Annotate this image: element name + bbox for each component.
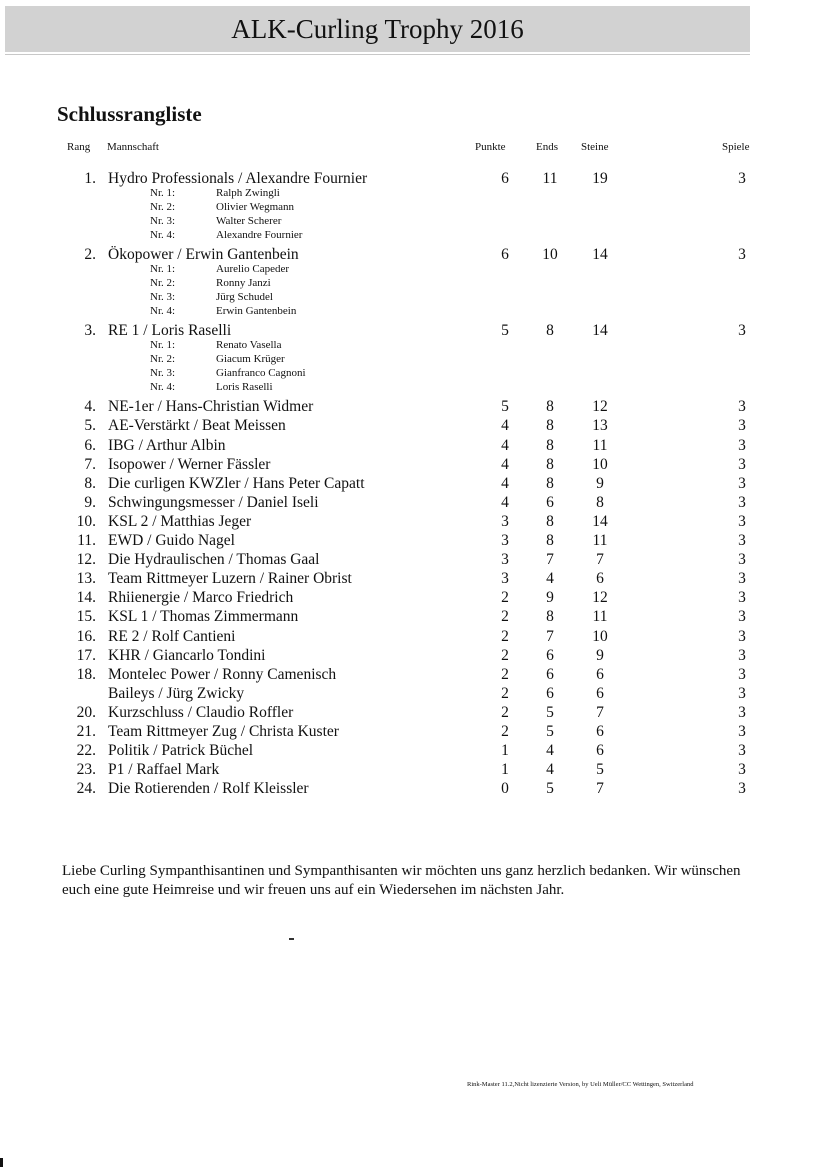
- rank-cell: 7.: [84, 455, 96, 473]
- column-header-punkte: Punkte: [475, 141, 506, 153]
- punkte-cell: 4: [501, 436, 509, 454]
- team-cell: Team Rittmeyer Zug / Christa Kuster: [108, 723, 339, 740]
- spiele-cell: 3: [738, 170, 746, 187]
- spiele-cell: 3: [738, 723, 746, 740]
- player-row: [0, 367, 827, 381]
- rank-cell: 5.: [84, 417, 96, 435]
- ends-cell: 11: [542, 170, 558, 187]
- spiele-cell: 3: [738, 608, 746, 626]
- ends-cell: 8: [546, 417, 554, 435]
- player-row: [0, 291, 827, 305]
- spiele-cell: 3: [738, 589, 746, 607]
- ends-cell: 8: [546, 608, 554, 626]
- team-cell: Die Rotierenden / Rolf Kleissler: [108, 780, 309, 798]
- player-row: [0, 305, 827, 319]
- rank-cell: 17.: [76, 646, 96, 664]
- spiele-cell: 3: [738, 417, 746, 435]
- spiele-cell: 3: [738, 761, 746, 779]
- spiele-cell: 3: [738, 780, 746, 798]
- punkte-cell: 2: [501, 665, 509, 683]
- team-cell: Montelec Power / Ronny Camenisch: [108, 665, 337, 683]
- rank-cell: 22.: [76, 742, 96, 760]
- rank-cell: 18.: [76, 665, 96, 683]
- rank-cell: 10.: [76, 512, 96, 530]
- stray-mark: [289, 938, 294, 940]
- team-cell: Ökopower / Erwin Gantenbein: [108, 246, 299, 264]
- punkte-cell: 2: [501, 703, 509, 721]
- rank-cell: 6.: [84, 436, 96, 454]
- steine-cell: 19: [592, 170, 608, 187]
- player-number: Nr. 3:: [150, 215, 176, 228]
- ends-cell: 8: [546, 322, 554, 340]
- punkte-cell: 2: [501, 646, 509, 664]
- steine-cell: 11: [592, 532, 608, 549]
- column-header-ends: Ends: [536, 141, 558, 153]
- player-name: Erwin Gantenbein: [216, 305, 297, 318]
- banner-divider: [5, 54, 750, 55]
- player-number: Nr. 1:: [150, 187, 176, 200]
- player-number: Nr. 2:: [150, 353, 176, 366]
- punkte-cell: 3: [501, 551, 509, 569]
- spiele-cell: 3: [738, 322, 746, 340]
- punkte-cell: 4: [501, 455, 509, 473]
- ranking-row: [0, 666, 827, 685]
- player-row: [0, 201, 827, 215]
- steine-cell: 7: [596, 780, 604, 798]
- team-cell: Politik / Patrick Büchel: [108, 742, 254, 760]
- steine-cell: 6: [596, 665, 604, 683]
- ends-cell: 4: [546, 570, 554, 588]
- spiele-cell: 3: [738, 703, 746, 721]
- team-cell: Die curligen KWZler / Hans Peter Capatt: [108, 474, 365, 492]
- team-cell: IBG / Arthur Albin: [108, 436, 226, 454]
- punkte-cell: 4: [501, 417, 509, 435]
- punkte-cell: 2: [501, 627, 509, 645]
- player-number: Nr. 4:: [150, 381, 176, 394]
- punkte-cell: 3: [501, 512, 509, 530]
- ranking-row: [0, 761, 827, 780]
- team-cell: EWD / Guido Nagel: [108, 532, 235, 549]
- player-row: [0, 215, 827, 229]
- ends-cell: 6: [546, 493, 554, 511]
- steine-cell: 6: [596, 742, 604, 760]
- ranking-row: [0, 608, 827, 627]
- ranking-row: [0, 398, 827, 417]
- steine-cell: 13: [592, 417, 608, 435]
- spiele-cell: 3: [738, 246, 746, 264]
- rank-cell: 20.: [76, 703, 96, 721]
- rank-cell: 2.: [84, 246, 96, 264]
- team-cell: P1 / Raffael Mark: [108, 761, 220, 779]
- ends-cell: 5: [546, 703, 554, 721]
- player-row: [0, 263, 827, 277]
- steine-cell: 7: [596, 551, 604, 569]
- ends-cell: 9: [546, 589, 554, 607]
- rank-cell: 14.: [76, 589, 96, 607]
- ranking-row: [0, 742, 827, 761]
- punkte-cell: 3: [501, 570, 509, 588]
- player-number: Nr. 2:: [150, 201, 176, 214]
- team-cell: Hydro Professionals / Alexandre Fournier: [108, 170, 368, 187]
- rank-cell: 21.: [76, 723, 96, 740]
- punkte-cell: 2: [501, 589, 509, 607]
- steine-cell: 9: [596, 474, 604, 492]
- punkte-cell: 5: [501, 322, 509, 340]
- team-cell: Kurzschluss / Claudio Roffler: [108, 703, 294, 721]
- ranking-row: [0, 494, 827, 513]
- punkte-cell: 3: [501, 532, 509, 549]
- team-cell: Baileys / Jürg Zwicky: [108, 684, 245, 702]
- ranking-row: [0, 437, 827, 456]
- thank-you-message: Liebe Curling Sympanthisantinen und Sympanthisanten wir möchten uns ganz herzlich bedanken. Wir wünschen euch eine gute Heimreise und wir freuen uns auf ein Wiedersehen im nächsten Jahr.: [62, 863, 741, 898]
- ranking-row: [0, 704, 827, 723]
- rank-cell: 12.: [76, 551, 96, 569]
- punkte-cell: 2: [501, 608, 509, 626]
- ends-cell: 4: [546, 761, 554, 779]
- ends-cell: 6: [546, 646, 554, 664]
- column-header-rang: Rang: [67, 141, 91, 153]
- ranking-row: [0, 685, 827, 704]
- steine-cell: 14: [592, 246, 608, 264]
- rank-cell: 23.: [76, 761, 96, 779]
- player-name: Aurelio Capeder: [216, 263, 289, 276]
- player-name: Renato Vasella: [216, 339, 282, 352]
- player-number: Nr. 2:: [150, 277, 176, 290]
- player-number: Nr. 1:: [150, 263, 176, 276]
- ranking-row: [0, 723, 827, 742]
- punkte-cell: 2: [501, 723, 509, 740]
- ranking-row: [0, 647, 827, 666]
- rank-cell: 1.: [84, 170, 96, 187]
- steine-cell: 6: [596, 684, 604, 702]
- spiele-cell: 3: [738, 455, 746, 473]
- steine-cell: 11: [592, 608, 608, 626]
- spiele-cell: 3: [738, 646, 746, 664]
- ranking-row: [0, 456, 827, 475]
- spiele-cell: 3: [738, 436, 746, 454]
- punkte-cell: 2: [501, 684, 509, 702]
- player-name: Ronny Janzi: [216, 277, 271, 290]
- player-name: Ralph Zwingli: [216, 187, 280, 200]
- spiele-cell: 3: [738, 398, 746, 416]
- ends-cell: 7: [546, 627, 554, 645]
- steine-cell: 12: [592, 589, 608, 607]
- spiele-cell: 3: [738, 532, 746, 549]
- steine-cell: 9: [596, 646, 604, 664]
- rank-cell: 13.: [76, 570, 96, 588]
- punkte-cell: 4: [501, 493, 509, 511]
- steine-cell: 10: [592, 455, 608, 473]
- spiele-cell: 3: [738, 627, 746, 645]
- spiele-cell: 3: [738, 684, 746, 702]
- ends-cell: 8: [546, 532, 554, 549]
- steine-cell: 14: [592, 322, 608, 340]
- column-header-spiele: Spiele: [722, 141, 750, 153]
- team-cell: Team Rittmeyer Luzern / Rainer Obrist: [108, 570, 352, 588]
- team-cell: NE-1er / Hans-Christian Widmer: [108, 398, 314, 416]
- ends-cell: 5: [546, 723, 554, 740]
- team-cell: RE 1 / Loris Raselli: [108, 322, 232, 340]
- software-credit: Rink-Master 11.2,Nicht lizenzierte Version, by Ueli Müller/CC Wettingen, Switzerland: [467, 1081, 694, 1088]
- rank-cell: 16.: [76, 627, 96, 645]
- ranking-row: [0, 780, 827, 799]
- ends-cell: 8: [546, 455, 554, 473]
- ranking-row: [0, 628, 827, 647]
- ranking-row: [0, 551, 827, 570]
- player-number: Nr. 3:: [150, 291, 176, 304]
- rank-cell: 11.: [77, 532, 96, 549]
- rank-cell: 9.: [84, 493, 96, 511]
- ends-cell: 7: [546, 551, 554, 569]
- player-name: Alexandre Fournier: [216, 229, 303, 242]
- player-name: Loris Raselli: [216, 381, 273, 394]
- player-name: Gianfranco Cagnoni: [216, 367, 306, 380]
- player-row: [0, 277, 827, 291]
- punkte-cell: 0: [501, 780, 509, 798]
- player-row: [0, 353, 827, 367]
- ends-cell: 4: [546, 742, 554, 760]
- spiele-cell: 3: [738, 742, 746, 760]
- spiele-cell: 3: [738, 570, 746, 588]
- team-cell: KSL 2 / Matthias Jeger: [108, 512, 252, 530]
- punkte-cell: 1: [501, 761, 509, 779]
- player-number: Nr. 4:: [150, 229, 176, 242]
- spiele-cell: 3: [738, 493, 746, 511]
- rank-cell: 8.: [84, 474, 96, 492]
- rank-cell: 24.: [76, 780, 96, 798]
- punkte-cell: 6: [501, 246, 509, 264]
- team-cell: KSL 1 / Thomas Zimmermann: [108, 608, 299, 626]
- team-cell: Die Hydraulischen / Thomas Gaal: [108, 551, 320, 569]
- spiele-cell: 3: [738, 474, 746, 492]
- ends-cell: 8: [546, 398, 554, 416]
- steine-cell: 8: [596, 493, 604, 511]
- player-row: [0, 187, 827, 201]
- player-number: Nr. 1:: [150, 339, 176, 352]
- steine-cell: 10: [592, 627, 608, 645]
- ranking-row: [0, 417, 827, 436]
- team-cell: Rhiienergie / Marco Friedrich: [108, 589, 294, 607]
- player-number: Nr. 4:: [150, 305, 176, 318]
- scan-corner-mark: [0, 1158, 3, 1167]
- team-cell: RE 2 / Rolf Cantieni: [108, 627, 236, 645]
- ranking-row: [0, 532, 827, 551]
- ends-cell: 10: [542, 246, 558, 264]
- spiele-cell: 3: [738, 665, 746, 683]
- ends-cell: 8: [546, 474, 554, 492]
- ranking-row: [0, 475, 827, 494]
- steine-cell: 12: [592, 398, 608, 416]
- rank-cell: 15.: [76, 608, 96, 626]
- spiele-cell: 3: [738, 512, 746, 530]
- page-title: ALK-Curling Trophy 2016: [231, 14, 524, 44]
- player-row: [0, 381, 827, 395]
- steine-cell: 6: [596, 570, 604, 588]
- player-row: [0, 229, 827, 243]
- player-row: [0, 339, 827, 353]
- column-header-mannschaft: Mannschaft: [107, 141, 159, 153]
- steine-cell: 6: [596, 723, 604, 740]
- player-number: Nr. 3:: [150, 367, 176, 380]
- player-name: Olivier Wegmann: [216, 201, 295, 214]
- team-cell: Isopower / Werner Fässler: [108, 455, 271, 473]
- rank-cell: 4.: [84, 398, 96, 416]
- player-name: Giacum Krüger: [216, 353, 285, 366]
- ends-cell: 6: [546, 684, 554, 702]
- steine-cell: 5: [596, 761, 604, 779]
- ranking-row: [0, 513, 827, 532]
- title-banner: [5, 6, 750, 52]
- spiele-cell: 3: [738, 551, 746, 569]
- ends-cell: 5: [546, 780, 554, 798]
- player-name: Walter Scherer: [216, 215, 282, 228]
- section-heading: Schlussrangliste: [57, 102, 202, 126]
- steine-cell: 11: [592, 436, 608, 454]
- team-cell: AE-Verstärkt / Beat Meissen: [108, 417, 286, 435]
- team-cell: Schwingungsmesser / Daniel Iseli: [108, 493, 319, 511]
- rank-cell: 3.: [84, 322, 96, 340]
- steine-cell: 7: [596, 703, 604, 721]
- steine-cell: 14: [592, 512, 608, 530]
- column-header-steine: Steine: [581, 141, 609, 153]
- punkte-cell: 5: [501, 398, 509, 416]
- ends-cell: 8: [546, 436, 554, 454]
- player-name: Jürg Schudel: [216, 291, 273, 304]
- ends-cell: 6: [546, 665, 554, 683]
- punkte-cell: 1: [501, 742, 509, 760]
- team-cell: KHR / Giancarlo Tondini: [108, 646, 266, 664]
- ends-cell: 8: [546, 512, 554, 530]
- punkte-cell: 4: [501, 474, 509, 492]
- ranking-row: [0, 589, 827, 608]
- punkte-cell: 6: [501, 170, 509, 187]
- ranking-row: [0, 570, 827, 589]
